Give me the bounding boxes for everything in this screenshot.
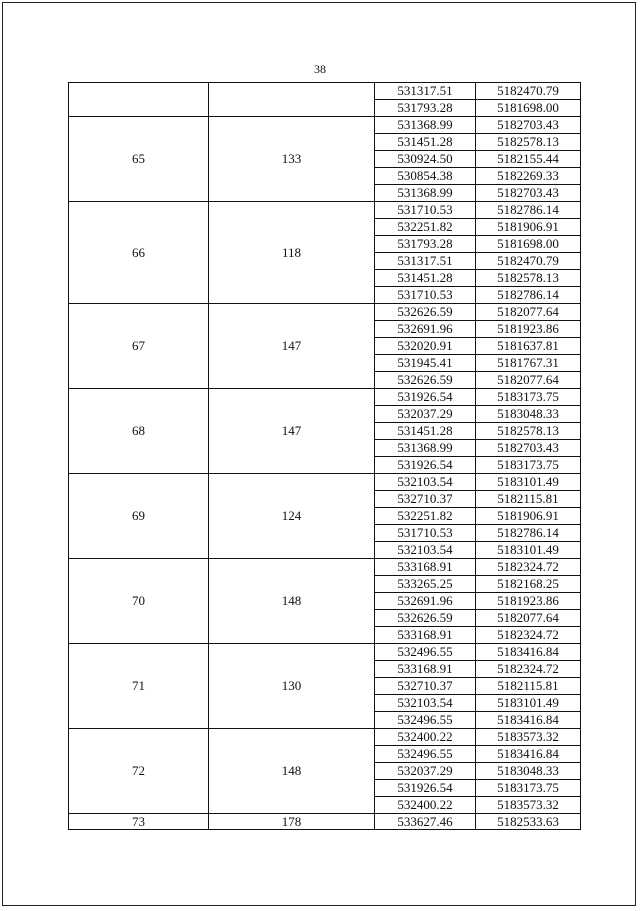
x-coordinate-cell: 532400.22	[375, 729, 476, 746]
plot-number-cell: 66	[69, 202, 209, 304]
y-coordinate-cell: 5182324.72	[476, 627, 581, 644]
x-coordinate-cell: 531926.54	[375, 389, 476, 406]
y-coordinate-cell: 5182533.63	[476, 814, 581, 830]
table-row	[69, 304, 581, 321]
y-coordinate-cell: 5182077.64	[476, 304, 581, 321]
y-coordinate-cell: 5183101.49	[476, 695, 581, 712]
x-coordinate-cell: 532626.59	[375, 304, 476, 321]
plot-area-cell: 148	[209, 729, 375, 814]
y-coordinate-cell: 5182786.14	[476, 525, 581, 542]
plot-number-cell	[69, 83, 209, 117]
plot-number-cell: 69	[69, 474, 209, 559]
y-coordinate-cell: 5181698.00	[476, 100, 581, 117]
coordinates-table	[68, 82, 581, 830]
x-coordinate-cell: 531793.28	[375, 236, 476, 253]
table-row	[69, 83, 581, 100]
x-coordinate-cell: 531710.53	[375, 202, 476, 219]
x-coordinate-cell: 531793.28	[375, 100, 476, 117]
y-coordinate-cell: 5183416.84	[476, 644, 581, 661]
y-coordinate-cell: 5182324.72	[476, 661, 581, 678]
x-coordinate-cell: 530924.50	[375, 151, 476, 168]
plot-number-cell: 65	[69, 117, 209, 202]
x-coordinate-cell: 532103.54	[375, 542, 476, 559]
x-coordinate-cell: 533168.91	[375, 627, 476, 644]
y-coordinate-cell: 5183048.33	[476, 406, 581, 423]
y-coordinate-cell: 5181698.00	[476, 236, 581, 253]
table-row	[69, 814, 581, 830]
x-coordinate-cell: 532710.37	[375, 491, 476, 508]
x-coordinate-cell: 533168.91	[375, 661, 476, 678]
x-coordinate-cell: 532691.96	[375, 321, 476, 338]
y-coordinate-cell: 5182155.44	[476, 151, 581, 168]
y-coordinate-cell: 5181906.91	[476, 508, 581, 525]
x-coordinate-cell: 531451.28	[375, 423, 476, 440]
table-row	[69, 474, 581, 491]
table-row	[69, 117, 581, 134]
x-coordinate-cell: 531368.99	[375, 185, 476, 202]
y-coordinate-cell: 5181906.91	[476, 219, 581, 236]
plot-area-cell: 130	[209, 644, 375, 729]
y-coordinate-cell: 5182470.79	[476, 83, 581, 100]
x-coordinate-cell: 531710.53	[375, 287, 476, 304]
y-coordinate-cell: 5183173.75	[476, 457, 581, 474]
x-coordinate-cell: 531368.99	[375, 117, 476, 134]
table-row	[69, 202, 581, 219]
page-number: 38	[314, 62, 326, 76]
y-coordinate-cell: 5182703.43	[476, 117, 581, 134]
y-coordinate-cell: 5181637.81	[476, 338, 581, 355]
x-coordinate-cell: 531317.51	[375, 83, 476, 100]
x-coordinate-cell: 532626.59	[375, 372, 476, 389]
y-coordinate-cell: 5183573.32	[476, 729, 581, 746]
x-coordinate-cell: 530854.38	[375, 168, 476, 185]
x-coordinate-cell: 531710.53	[375, 525, 476, 542]
plot-area-cell: 147	[209, 304, 375, 389]
plot-area-cell: 178	[209, 814, 375, 830]
coordinates-table-body	[69, 83, 581, 830]
plot-number-cell: 73	[69, 814, 209, 830]
plot-number-cell: 68	[69, 389, 209, 474]
y-coordinate-cell: 5182578.13	[476, 134, 581, 151]
y-coordinate-cell: 5183573.32	[476, 797, 581, 814]
x-coordinate-cell: 532037.29	[375, 763, 476, 780]
y-coordinate-cell: 5183416.84	[476, 712, 581, 729]
x-coordinate-cell: 532251.82	[375, 508, 476, 525]
plot-area-cell: 148	[209, 559, 375, 644]
y-coordinate-cell: 5181923.86	[476, 321, 581, 338]
y-coordinate-cell: 5183101.49	[476, 474, 581, 491]
y-coordinate-cell: 5183173.75	[476, 780, 581, 797]
y-coordinate-cell: 5182470.79	[476, 253, 581, 270]
y-coordinate-cell: 5181767.31	[476, 355, 581, 372]
x-coordinate-cell: 531926.54	[375, 780, 476, 797]
plot-area-cell: 147	[209, 389, 375, 474]
y-coordinate-cell: 5182115.81	[476, 678, 581, 695]
y-coordinate-cell: 5182786.14	[476, 287, 581, 304]
x-coordinate-cell: 532103.54	[375, 474, 476, 491]
y-coordinate-cell: 5183173.75	[476, 389, 581, 406]
x-coordinate-cell: 531945.41	[375, 355, 476, 372]
x-coordinate-cell: 531317.51	[375, 253, 476, 270]
x-coordinate-cell: 532251.82	[375, 219, 476, 236]
x-coordinate-cell: 531368.99	[375, 440, 476, 457]
y-coordinate-cell: 5183101.49	[476, 542, 581, 559]
y-coordinate-cell: 5182703.43	[476, 185, 581, 202]
y-coordinate-cell: 5182324.72	[476, 559, 581, 576]
plot-number-cell: 67	[69, 304, 209, 389]
x-coordinate-cell: 531451.28	[375, 134, 476, 151]
table-row	[69, 644, 581, 661]
plot-number-cell: 71	[69, 644, 209, 729]
plot-area-cell: 118	[209, 202, 375, 304]
plot-area-cell: 133	[209, 117, 375, 202]
y-coordinate-cell: 5183048.33	[476, 763, 581, 780]
table-row	[69, 559, 581, 576]
y-coordinate-cell: 5182703.43	[476, 440, 581, 457]
table-row	[69, 389, 581, 406]
y-coordinate-cell: 5182168.25	[476, 576, 581, 593]
plot-area-cell: 124	[209, 474, 375, 559]
plot-number-cell: 70	[69, 559, 209, 644]
y-coordinate-cell: 5182578.13	[476, 423, 581, 440]
table-row	[69, 729, 581, 746]
y-coordinate-cell: 5181923.86	[476, 593, 581, 610]
y-coordinate-cell: 5182115.81	[476, 491, 581, 508]
x-coordinate-cell: 531451.28	[375, 270, 476, 287]
y-coordinate-cell: 5182077.64	[476, 610, 581, 627]
x-coordinate-cell: 532710.37	[375, 678, 476, 695]
x-coordinate-cell: 532400.22	[375, 797, 476, 814]
x-coordinate-cell: 533627.46	[375, 814, 476, 830]
x-coordinate-cell: 531926.54	[375, 457, 476, 474]
x-coordinate-cell: 532691.96	[375, 593, 476, 610]
x-coordinate-cell: 532020.91	[375, 338, 476, 355]
x-coordinate-cell: 532626.59	[375, 610, 476, 627]
y-coordinate-cell: 5182578.13	[476, 270, 581, 287]
x-coordinate-cell: 533168.91	[375, 559, 476, 576]
plot-area-cell	[209, 83, 375, 117]
plot-number-cell: 72	[69, 729, 209, 814]
y-coordinate-cell: 5182077.64	[476, 372, 581, 389]
y-coordinate-cell: 5183416.84	[476, 746, 581, 763]
x-coordinate-cell: 532103.54	[375, 695, 476, 712]
x-coordinate-cell: 532496.55	[375, 712, 476, 729]
y-coordinate-cell: 5182269.33	[476, 168, 581, 185]
y-coordinate-cell: 5182786.14	[476, 202, 581, 219]
x-coordinate-cell: 532037.29	[375, 406, 476, 423]
x-coordinate-cell: 532496.55	[375, 644, 476, 661]
x-coordinate-cell: 532496.55	[375, 746, 476, 763]
x-coordinate-cell: 533265.25	[375, 576, 476, 593]
